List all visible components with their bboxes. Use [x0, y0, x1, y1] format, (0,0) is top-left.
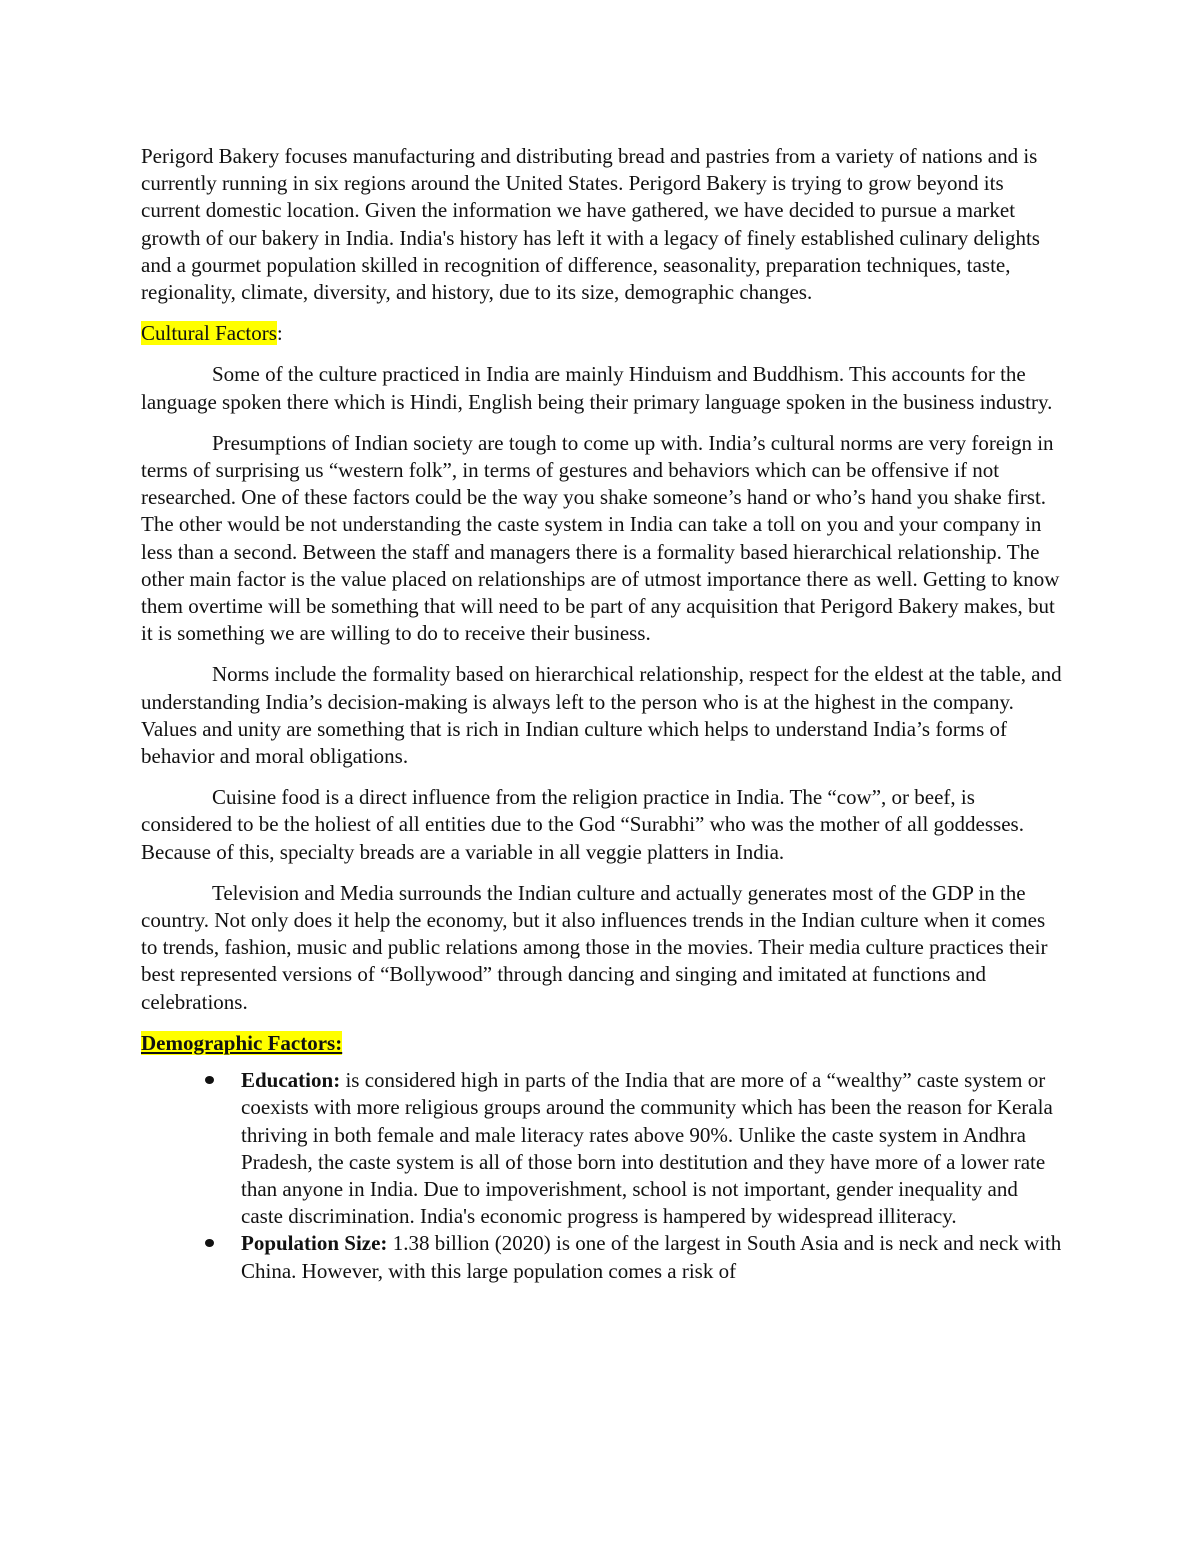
cultural-factors-heading [141, 320, 1063, 347]
population-size-text: 1.38 billion (2020) is one of the largest in South Asia and is neck and neck with China. However, with this large population comes a risk of [241, 1231, 1062, 1283]
demographic-factors-heading [141, 1030, 1063, 1057]
cultural-paragraph-presumptions: Presumptions of Indian society are tough to come up with. India’s cultural norms are very foreign in terms of surprising us “western folk”, in terms of gestures and behaviors which can be offensive if not researched. One of these factors could be the way you shake someone’s hand or who’s hand you shake first. The other would be not understanding the caste system in India can take a toll on you and your company in less than a second. Between the staff and managers there is a formality based hierarchical relationship. The other main factor is the value placed on relationships are of utmost importance there as well. Getting to know them overtime will be something that will need to be part of any acquisition that Perigord Bakery makes, but it is something we are willing to do to receive their business. [141, 430, 1060, 646]
cultural-factors-heading-colon: : [276, 321, 283, 346]
cultural-paragraph-norms: Norms include the formality based on hierarchical relationship, respect for the eldest at the table, and understanding India’s decision-making is always left to the person who is at the highest in the company. Values and unity are something that is rich in Indian culture which helps to understand India’s forms of behavior and moral obligations. [141, 662, 1062, 769]
list-item-education [241, 1067, 1063, 1230]
population-size-term: Population Size: [241, 1231, 388, 1256]
cultural-paragraph-religion: Some of the culture practiced in India are mainly Hinduism and Buddhism. This accounts for the language spoken there which is Hindi, English being their primary language spoken in the business industry. [141, 362, 1053, 414]
demographic-factors-heading-text: Demographic Factors: [141, 1030, 343, 1055]
education-text: is considered high in parts of the India that are more of a “wealthy” caste system or coexists with more religious groups around the community which has been the reason for Kerala thriving in both female and male literacy rates above 90%. Unlike the caste system in Andhra Pradesh, the caste system is all of those born into destitution and they have more of a lower rate than anyone in India. Due to impoverishment, school is not important, gender inequality and caste discrimination. India's economic progress is hampered by widespread illiteracy. [241, 1068, 1053, 1229]
bullet-icon [205, 1239, 214, 1247]
education-term: Education: [241, 1068, 341, 1093]
bullet-icon [205, 1076, 214, 1084]
demographic-factors-list [141, 1067, 1063, 1285]
cultural-paragraph-media: Television and Media surrounds the Indian culture and actually generates most of the GDP in the country. Not only does it help the economy, but it also influences trends in the Indian culture when it comes to trends, fashion, music and public relations among those in the movies. Their media culture practices their best represented versions of “Bollywood” through dancing and singing and imitated at functions and celebrations. [141, 880, 1048, 1014]
cultural-paragraph-cuisine: Cuisine food is a direct influence from the religion practice in India. The “cow”, or beef, is considered to be the holiest of all entities due to the God “Surabhi” who was the mother of all goddesses. Because of this, specialty breads are a variable in all veggie platters in India. [141, 785, 1024, 864]
cultural-factors-heading-text: Cultural Factors [141, 321, 277, 346]
document-page [141, 143, 1063, 1285]
intro-paragraph: Perigord Bakery focuses manufacturing and distributing bread and pastries from a variety of nations and is currently running in six regions around the United States. Perigord Bakery is trying to grow beyond its current domestic location. Given the information we have gathered, we have decided to pursue a market growth of our bakery in India. India's history has left it with a legacy of finely established culinary delights and a gourmet population skilled in recognition of difference, seasonality, preparation techniques, taste, regionality, climate, diversity, and history, due to its size, demographic changes. [141, 144, 1040, 305]
list-item-population-size [241, 1230, 1063, 1284]
